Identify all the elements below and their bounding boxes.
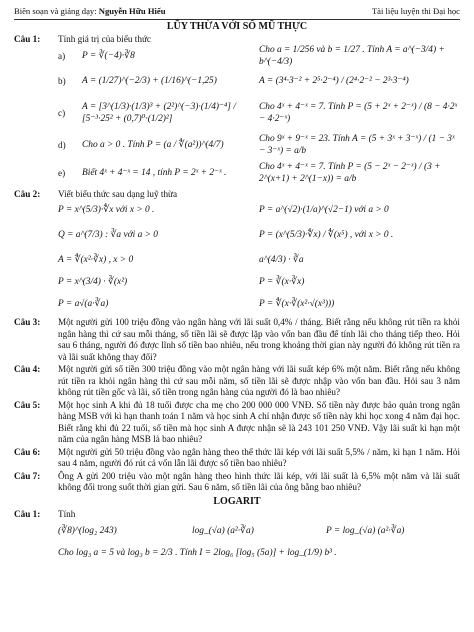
math-expr: A = (1/27)^(−2/3) + (1/16)^(−1,25)	[82, 75, 217, 86]
question-label: Câu 7:	[14, 470, 41, 481]
math-expr: P = (x^(5/3)·∜x) / ∜(x⁵) , với x > 0 .	[259, 230, 394, 241]
math-expr: P = x^(3/4) · ∛(x²)	[58, 277, 128, 288]
header-right: Tài liệu luyện thi Đại học	[371, 6, 460, 16]
section-title: LŨY THỪA VỚI SỐ MŨ THỰC	[166, 20, 308, 32]
question-6	[14, 447, 460, 470]
math-expr: A = ∜(x²·∛x) , x > 0	[58, 255, 134, 266]
question-label: Câu 1:	[14, 509, 41, 520]
math-expr: A = (3⁴·3⁻² + 2⁵·2⁻⁴) / (2⁴·2⁻² − 2³·3⁻⁴)	[259, 75, 409, 86]
q1-row-e	[58, 160, 460, 188]
question-5	[14, 400, 460, 446]
question-4	[14, 364, 460, 399]
question-prompt: Tính giá trị của biểu thức	[58, 34, 151, 45]
log-row	[58, 521, 460, 543]
item-letter: b)	[58, 75, 66, 86]
question-prompt: Tính	[58, 509, 76, 520]
question-label: Câu 2:	[14, 188, 41, 199]
section-title-logarit: LOGARIT	[213, 495, 261, 507]
math-expr: A = [3^(1/3)·(1/3)³ + (2²)^(−3)·(1/4)⁻⁴] / [5⁻³·25² + (0,7)⁰·(1/2)²]	[82, 101, 236, 124]
q2-row	[58, 294, 460, 316]
log-row	[58, 543, 460, 565]
q1-row-c	[58, 96, 460, 132]
question-7	[14, 471, 460, 494]
item-letter: d)	[58, 139, 66, 150]
question-text: Một người gửi 50 triệu đồng vào ngân hàng theo thể thức lãi kép với lãi suất 5,5% / năm, kì hạn 1 năm. Hỏi sau 4 năm, người đó rút cả vốn lẫn lãi được số tiền bao nhiêu?	[58, 446, 460, 469]
question-label: Câu 3:	[14, 317, 41, 328]
item-letter: a)	[58, 50, 66, 61]
math-expr: Cho a > 0 . Tính P = (a / ∜(a²))^(4/7)	[82, 139, 224, 150]
math-expr: P = x^(5/3)·∜x với x > 0 .	[58, 205, 155, 216]
q2-rows	[14, 200, 460, 316]
q1-row-b	[58, 68, 460, 96]
math-expr: P = ∜(x·∛(x²·√(x³)))	[259, 299, 335, 310]
question-prompt: Viết biểu thức sau dạng luỹ thừa	[58, 188, 178, 199]
q2-row	[58, 222, 460, 250]
math-expr: Biết 4ˣ + 4⁻ˣ = 14 , tính P = 2ˣ + 2⁻ˣ .	[82, 167, 227, 178]
math-expr: (∛8)^(log₂ 243)	[58, 525, 117, 536]
math-expr: log_(√a) (a²·∛a)	[192, 525, 254, 536]
q1-row-a	[58, 46, 460, 68]
question-label: Câu 6:	[14, 446, 41, 457]
math-expr: P = a√(a·∛a)	[58, 299, 109, 310]
question-text: Một người gửi 100 triệu đồng vào ngân hàng với lãi suất 0,4% / tháng. Biết rằng nếu không rút tiền ra khỏi ngân hàng thì cứ sau mỗi tháng, số tiền lãi sẽ được lặp vào vốn ban đầu để tính lãi cho tháng tiếp theo. Hỏi sau 6 tháng, người đó được lĩnh số tiền bao nhiêu, nếu trong khoảng thời gian này người đó không rút tiền ra và lãi suất không thay đổi?	[58, 317, 460, 362]
q1-rows	[14, 46, 460, 188]
question-label: Câu 1:	[14, 34, 41, 45]
q2-row	[58, 250, 460, 272]
math-expr: Cho log₃ a = 5 và log₃ b = 2/3 . Tính I = 2log₆ [log₅ (5a)] + log_(1/9) b³ .	[58, 547, 337, 558]
header-author: Nguyễn Hữu Hiếu	[98, 6, 166, 16]
question-label: Câu 4:	[14, 364, 41, 375]
question-text: Một người gửi số tiền 300 triệu đồng vào một ngân hàng với lãi suất kép 6% một năm. Biết rằng nếu không rút tiền ra khỏi ngân hàng thì cứ sau mỗi năm, số tiền lãi sẽ được nhập vào vốn ban đầu. Hỏi sau 3 năm không rút tiền gốc và lãi, số tiền trong ngân hàng của người đó là bao nhiêu?	[58, 364, 460, 398]
question-label: Câu 5:	[14, 399, 41, 410]
math-expr: Cho 4ˣ + 4⁻ˣ = 7. Tính P = (5 + 2ˣ + 2⁻ˣ) / (8 − 4·2ˣ − 4·2⁻ˣ)	[259, 101, 458, 124]
question-2	[14, 189, 460, 201]
log-q1-rows	[14, 521, 460, 565]
question-text: Ông A gửi 200 triệu vào một ngân hàng theo hình thức lãi kép, với lãi suất là 6,5% một năm và lãi suất không đổi trong suốt thời gian gửi. Sau 6 năm, số tiền lãi của ông bằng bao nhiêu?	[58, 470, 460, 493]
question-3	[14, 317, 460, 363]
page-header	[14, 6, 460, 20]
item-letter: c)	[58, 107, 66, 118]
math-expr: P = log_(√a) (a²·∛a)	[326, 525, 405, 536]
math-expr: P = ∛(x·∛x)	[259, 277, 305, 288]
q1-row-d	[58, 132, 460, 160]
q2-row	[58, 200, 460, 222]
header-left	[14, 6, 166, 17]
q2-row	[58, 272, 460, 294]
math-expr: Cho 4ˣ + 4⁻ˣ = 7. Tính P = (5 − 2ˣ − 2⁻ˣ) / (3 + 2^(x+1) + 2^(1−x)) = a/b	[259, 161, 441, 184]
math-expr: P = ∛(−4)·∛8	[82, 50, 135, 61]
math-expr: a^(4/3) · ∛a	[259, 255, 304, 266]
log-question-1	[14, 509, 460, 521]
math-expr: P = a^(√2)·(1/a)^(√2−1) với a > 0	[259, 205, 389, 216]
item-letter: e)	[58, 167, 66, 178]
math-expr: Cho 9ˣ + 9⁻ˣ = 23. Tính A = (5 + 3ˣ + 3⁻ˣ) / (1 − 3ˣ − 3⁻ˣ) = a/b	[259, 133, 455, 156]
question-text: Một học sinh A khi đủ 18 tuổi được cha mẹ cho 200 000 000 VNĐ. Số tiền này được bảo quản trong ngân hàng MSB với kì hạn thanh toán 1 năm và học sinh A chỉ nhận được số tiền này khi học xong 4 năm đại học. Biết rằng khi đủ 22 tuổi, số tiền mà học sinh A được nhận sẽ là 243 101 250 VNĐ. Vậy lãi suất kì hạn một năm của ngân hàng MSB là bao nhiêu?	[58, 399, 460, 445]
math-expr: Cho a = 1/256 và b = 1/27 . Tính A = a^(−3/4) + b^(−4/3)	[259, 44, 445, 67]
header-left-prefix: Biên soạn và giảng dạy:	[14, 6, 97, 16]
math-expr: Q = a^(7/3) : ∛a với a > 0	[58, 230, 158, 241]
